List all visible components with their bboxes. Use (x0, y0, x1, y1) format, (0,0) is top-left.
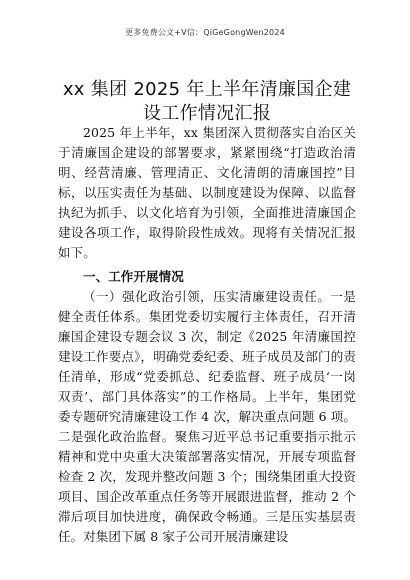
section-heading-work-progress: 一、工作开展情况 (83, 269, 184, 284)
section-body-paragraph: （一）强化政治引领，压实清廉建设责任。一是健全责任体系。集团党委切实履行主体责任，召开清廉国企建设专题会议 3 次，制定《2025 年清廉国控建设工作要点》，明确党委纪委、班子成员及部门的责任清单，形成“党委抓总、纪委监督、班子成员‘一岗双责’、部门具体落实”的工作格局。上半年，集团党委专题研究清廉建设工作 4 次，解决重点问题 6 项。二是强化政治监督。聚焦习近平总书记重要指示批示精神和党中央重大决策部署落实情况，开展专项监督检查 2 次，发现并整改问题 3 个；围绕集团重大投资项目、国企改革重点任务等开展跟进监督，推动 2 个滞后项目加快进度，确保政令畅通。三是压实基层责任。对集团下属 8 家子公司开展清廉建设 (58, 289, 356, 544)
document-title: xx 集团 2025 年上半年清廉国企建设工作情况汇报 (62, 79, 352, 124)
intro-paragraph: 2025 年上半年，xx 集团深入贯彻落实自治区关于清廉国企建设的部署要求，紧紧围绕“打造政治清明、经营清廉、管理清正、文化清朗的清廉国控”目标，以压实责任为基础、以制度建设为保障、以监督执纪为抓手、以文化培育为引领，全面推进清廉国企建设各项工作，取得阶段性成效。现将有关情况汇报如下。 (58, 125, 356, 260)
document-body (58, 123, 356, 547)
header-note: 更多免费公文+V信：QiGeGongWen2024 (125, 28, 285, 37)
